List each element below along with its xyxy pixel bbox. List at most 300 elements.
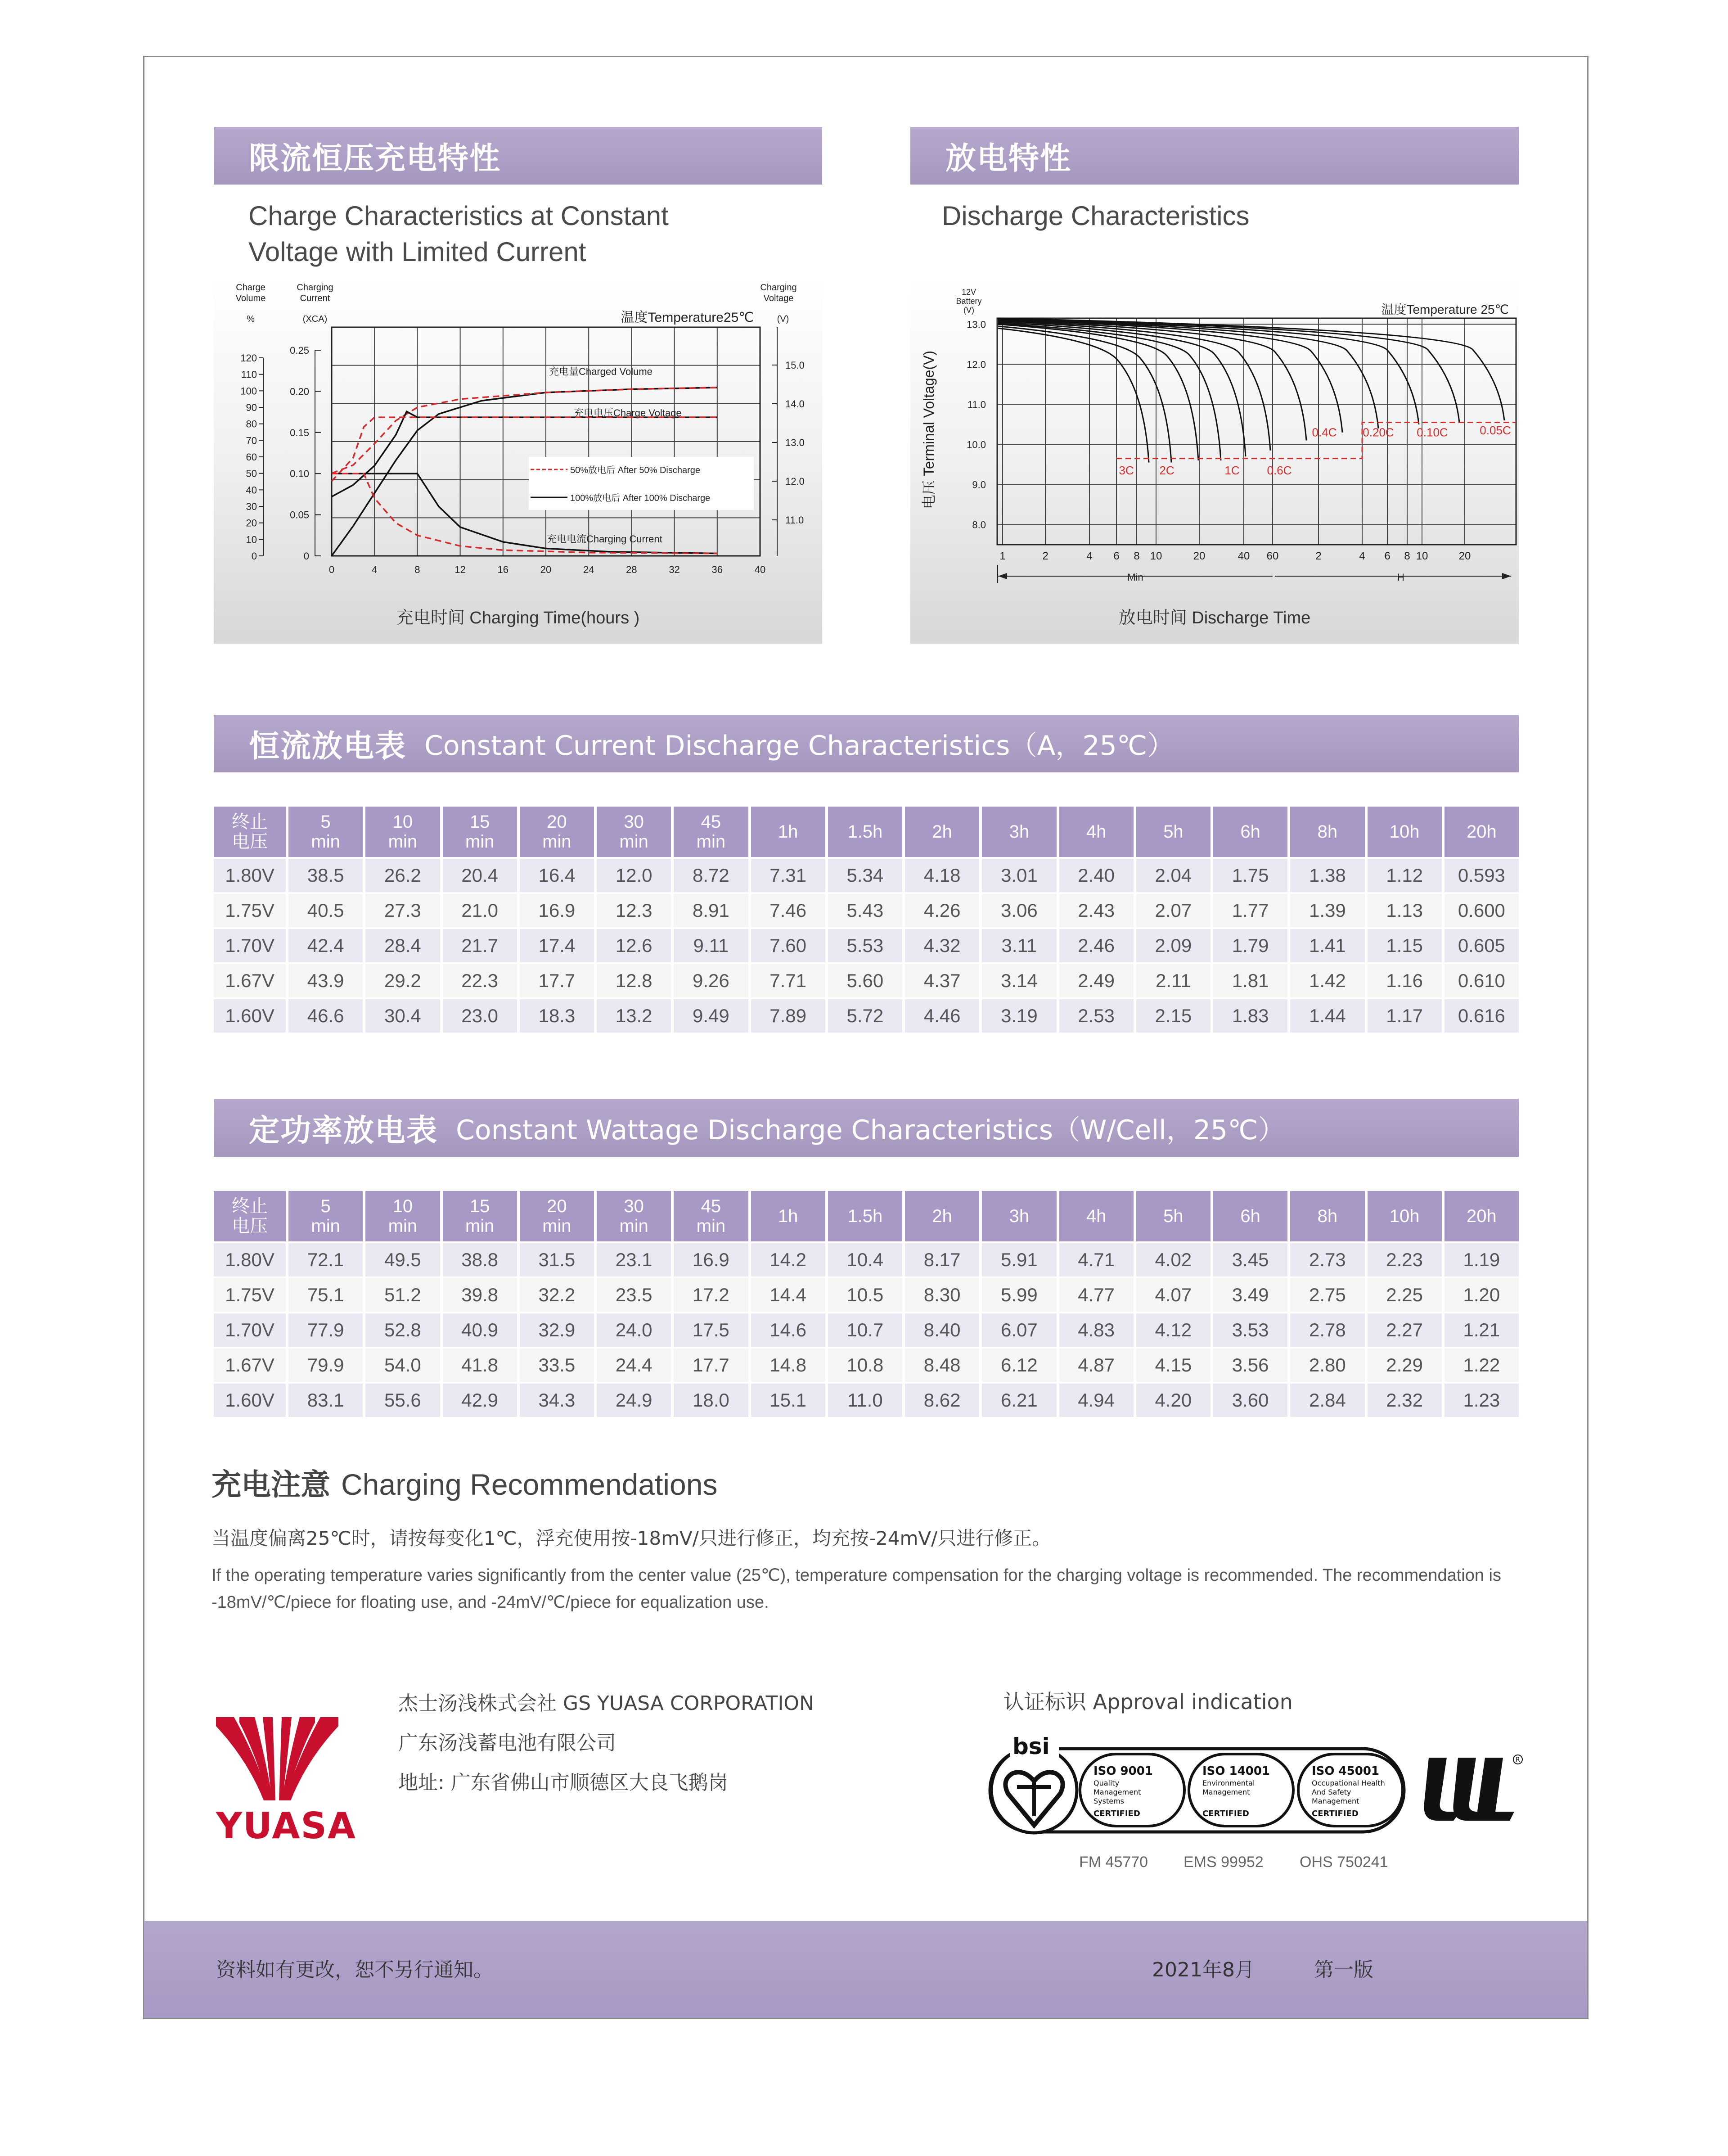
cert-line-2: Management — [1202, 1788, 1250, 1796]
rate-label: 0.10C — [1417, 425, 1448, 439]
x-tick-label: 32 — [669, 564, 680, 575]
cc_table-cell: 1.42 — [1290, 964, 1364, 997]
cc_table-cell: 12.8 — [597, 964, 671, 997]
cw_table-cell: 33.5 — [520, 1349, 594, 1382]
company-line-2: 广东汤浅蓄电池有限公司 — [398, 1732, 616, 1755]
discharge-chart — [910, 277, 1519, 644]
charge-subtitle-line1: Charge Characteristics at Constant — [248, 201, 669, 231]
temperature-label: 温度Temperature25℃ — [621, 310, 754, 325]
cc_table-cell: 8.72 — [674, 859, 748, 892]
rate-label: 0.20C — [1363, 425, 1394, 439]
legend-solid-label: 100%放电后 After 100% Discharge — [570, 493, 711, 503]
cw_table-cell: 23.5 — [597, 1278, 671, 1312]
current-tick-label: 0.10 — [290, 468, 309, 480]
cc_table-cell: 22.3 — [443, 964, 517, 997]
cc_table-cell: 1.13 — [1368, 894, 1442, 927]
x-tick-label: 20 — [1193, 550, 1206, 562]
current-tick-label: 0 — [303, 550, 309, 562]
x-tick-label: 0 — [328, 564, 335, 575]
cc_table-cell: 3.19 — [982, 999, 1056, 1033]
cc_table-cell: 21.0 — [443, 894, 517, 927]
cw_table-cell: 79.9 — [288, 1349, 363, 1382]
cc_table-cell: 23.0 — [443, 999, 517, 1033]
cw_table-col-header: 20h — [1444, 1191, 1519, 1241]
cc_table-row-voltage: 1.60V — [214, 999, 286, 1033]
cc_table-cell: 3.06 — [982, 894, 1056, 927]
cc_table-cell: 42.4 — [288, 929, 363, 962]
recommendations-title — [212, 1461, 717, 1503]
table-row — [214, 894, 1519, 927]
x-tick-label: 16 — [497, 564, 509, 575]
cc_table-cell: 17.4 — [520, 929, 594, 962]
x-tick-label: 4 — [1086, 550, 1093, 562]
x-tick-label: 4 — [1359, 550, 1365, 562]
volume-tick-label: 120 — [240, 352, 257, 364]
cert-name: ISO 45001 — [1312, 1764, 1380, 1778]
x-tick-label: 2 — [1315, 550, 1322, 562]
cert-name: ISO 9001 — [1094, 1764, 1153, 1778]
cc_table-cell: 1.16 — [1368, 964, 1442, 997]
cc_table-cell: 0.610 — [1444, 964, 1519, 997]
cw_table-row-voltage: 1.60V — [214, 1384, 286, 1417]
cw_table-cell: 4.87 — [1059, 1349, 1134, 1382]
cw_table-row-voltage: 1.80V — [214, 1243, 286, 1276]
charge-chart — [214, 277, 822, 644]
cw_table-col-header: 10 min — [365, 1191, 440, 1241]
volume-tick-label: 90 — [246, 402, 257, 413]
discharge-curve — [998, 321, 1270, 451]
cw_table-cell: 4.83 — [1059, 1313, 1134, 1347]
cc_table-cell: 29.2 — [365, 964, 440, 997]
cc_table-col-header: 10h — [1368, 807, 1442, 857]
table-row — [214, 929, 1519, 962]
cw_table-cell: 14.8 — [751, 1349, 825, 1382]
cc_table-col-header: 2h — [905, 807, 979, 857]
discharge-section-title: 放电特性 — [945, 140, 1072, 176]
voltage-axis-unit: (V) — [777, 314, 789, 324]
cw_table-cell: 10.7 — [828, 1313, 902, 1347]
y-top-label-3: (V) — [963, 306, 974, 315]
table-row — [214, 1349, 1519, 1382]
cc_table-col-header: 45 min — [674, 807, 748, 857]
x-tick-label: 28 — [626, 564, 637, 575]
cc_table-cell: 3.01 — [982, 859, 1056, 892]
cc_table-cell: 28.4 — [365, 929, 440, 962]
voltage-tick-label: 11.0 — [785, 514, 804, 526]
cw_table-cell: 2.80 — [1290, 1349, 1364, 1382]
rate-label: 0.4C — [1312, 425, 1337, 439]
cc_table-cell: 2.11 — [1136, 964, 1210, 997]
cw_table-cell: 75.1 — [288, 1278, 363, 1312]
cw_table-cell: 10.4 — [828, 1243, 902, 1276]
voltage-tick-label: 14.0 — [785, 398, 805, 410]
rate-label: 3C — [1119, 464, 1134, 478]
volume-tick-label: 30 — [246, 501, 257, 512]
cw-section-title-en: Constant Wattage Discharge Characteristics（W/Cell，25℃） — [456, 1114, 1285, 1146]
current-axis-title-1: Charging — [297, 283, 333, 293]
cc_table-cell: 30.4 — [365, 999, 440, 1033]
table-row — [214, 964, 1519, 997]
x-tick-label: 8 — [414, 564, 420, 575]
cc_table-cell: 5.43 — [828, 894, 902, 927]
cw_table-col-header: 8h — [1290, 1191, 1364, 1241]
cw_table-cell: 14.2 — [751, 1243, 825, 1276]
discharge-section-band — [910, 127, 1519, 185]
footer-band — [144, 1921, 1587, 2018]
current-axis-unit: (XCA) — [302, 314, 328, 324]
discharge-curve — [998, 324, 1221, 460]
discharge-curve — [998, 326, 1171, 463]
cc_table-col-header: 6h — [1213, 807, 1287, 857]
cc_table-cell: 20.4 — [443, 859, 517, 892]
cert-line-2: And Safety — [1312, 1788, 1351, 1796]
cw_table-col-header: 1.5h — [828, 1191, 902, 1241]
cc_table-cell: 7.31 — [751, 859, 825, 892]
cw_table-cell: 2.73 — [1290, 1243, 1364, 1276]
y-tick-label: 8.0 — [972, 519, 986, 531]
volume-axis-unit: % — [247, 314, 255, 324]
cw_table-cell: 83.1 — [288, 1384, 363, 1417]
min-unit-label: Min — [1127, 572, 1143, 583]
cw_table-col-header: 15 min — [443, 1191, 517, 1241]
cc_table-cell: 3.11 — [982, 929, 1056, 962]
cc_table-cell: 21.7 — [443, 929, 517, 962]
cc_table-cell: 18.3 — [520, 999, 594, 1033]
cc_table-cell: 12.0 — [597, 859, 671, 892]
volume-tick-label: 0 — [251, 550, 257, 562]
cert-tag: CERTIFIED — [1312, 1809, 1359, 1818]
cw_table-cell: 4.07 — [1136, 1278, 1210, 1312]
cw_table-cell: 8.17 — [905, 1243, 979, 1276]
table-row — [214, 859, 1519, 892]
cw_table-cell: 8.30 — [905, 1278, 979, 1312]
cw-section-title-zh: 定功率放电表 — [249, 1113, 438, 1149]
cert-tag: CERTIFIED — [1202, 1809, 1249, 1818]
cc_table-cell: 7.71 — [751, 964, 825, 997]
cw_table-cell: 1.21 — [1444, 1313, 1519, 1347]
cw_table-cell: 3.56 — [1213, 1349, 1287, 1382]
cw_table-corner-header: 终止 电压 — [214, 1191, 286, 1241]
cc_table-col-header: 5 min — [288, 807, 363, 857]
cw_table-row-voltage: 1.75V — [214, 1278, 286, 1312]
cert-line-1: Occupational Health — [1312, 1779, 1385, 1787]
volume-tick-label: 110 — [241, 369, 257, 380]
cc_table-cell: 4.46 — [905, 999, 979, 1033]
cc_table-cell: 2.15 — [1136, 999, 1210, 1033]
volume-tick-label: 10 — [246, 534, 257, 546]
cc_table-cell: 2.49 — [1059, 964, 1134, 997]
voltage-tick-label: 15.0 — [785, 360, 805, 371]
cc_table-cell: 1.39 — [1290, 894, 1364, 927]
cc_table-cell: 5.60 — [828, 964, 902, 997]
voltage-tick-label: 13.0 — [785, 437, 805, 448]
volume-tick-label: 60 — [246, 451, 257, 463]
cc_table-corner-header: 终止 电压 — [214, 807, 286, 857]
recommendations-text-en: If the operating temperature varies significantly from the center value (25℃), temperature compensation for the charging voltage is recommended. The recommendation is -18mV/℃/piece for floating use, and -24mV/℃/piece for equalization use. — [212, 1566, 1501, 1612]
cc_table-row-voltage: 1.75V — [214, 894, 286, 927]
cw_table-cell: 52.8 — [365, 1313, 440, 1347]
x-axis-title: 充电时间 Charging Time(hours ) — [396, 609, 640, 627]
cert-code-2: EMS 99952 — [1184, 1854, 1264, 1871]
cw_table-cell: 6.21 — [982, 1384, 1056, 1417]
cw_table-col-header: 5h — [1136, 1191, 1210, 1241]
current-tick-label: 0.25 — [290, 345, 309, 356]
arrow-left-icon — [998, 573, 1007, 579]
table-row — [214, 1384, 1519, 1417]
cc_table-cell: 2.40 — [1059, 859, 1134, 892]
table-row — [214, 1243, 1519, 1276]
cw_table-col-header: 5 min — [288, 1191, 363, 1241]
cw_table-cell: 11.0 — [828, 1384, 902, 1417]
cc_table-cell: 2.09 — [1136, 929, 1210, 962]
cc_table-cell: 2.07 — [1136, 894, 1210, 927]
x-tick-label: 6 — [1113, 550, 1120, 562]
cc_table-cell: 26.2 — [365, 859, 440, 892]
bsi-certification-badge — [986, 1731, 1408, 1839]
cc_table-cell: 5.72 — [828, 999, 902, 1033]
cc_table-col-header: 3h — [982, 807, 1056, 857]
legend-dashed-label: 50%放电后 After 50% Discharge — [570, 465, 701, 475]
charge-section-band — [214, 127, 822, 185]
cw_table-cell: 4.71 — [1059, 1243, 1134, 1276]
cc_table-cell: 40.5 — [288, 894, 363, 927]
cert-line-1: Environmental — [1202, 1779, 1255, 1787]
cc_table-cell: 7.46 — [751, 894, 825, 927]
cert-line-3: Systems — [1094, 1797, 1124, 1805]
cc_table-row-voltage: 1.70V — [214, 929, 286, 962]
volume-tick-label: 70 — [246, 435, 257, 447]
cw_table-cell: 34.3 — [520, 1384, 594, 1417]
cw_table-cell: 16.9 — [674, 1243, 748, 1276]
cert-line-2: Management — [1094, 1788, 1141, 1796]
x-tick-label: 40 — [754, 564, 766, 575]
discharge-subtitle: Discharge Characteristics — [942, 201, 1250, 231]
cw_table-cell: 1.22 — [1444, 1349, 1519, 1382]
cw_table-cell: 17.5 — [674, 1313, 748, 1347]
cw_table-cell: 51.2 — [365, 1278, 440, 1312]
cw_table-cell: 2.25 — [1368, 1278, 1442, 1312]
cw_table-cell: 72.1 — [288, 1243, 363, 1276]
ul-recognized-icon — [1420, 1753, 1523, 1825]
cc_table-cell: 5.53 — [828, 929, 902, 962]
cc_table-cell: 2.04 — [1136, 859, 1210, 892]
x-tick-label: 12 — [454, 564, 466, 575]
cw_table-cell: 4.02 — [1136, 1243, 1210, 1276]
cc_table-cell: 0.616 — [1444, 999, 1519, 1033]
x-tick-label: 20 — [1458, 550, 1471, 562]
cc_table-cell: 5.34 — [828, 859, 902, 892]
cc_table-cell: 17.7 — [520, 964, 594, 997]
table-row — [214, 1278, 1519, 1312]
cc_table-col-header: 20h — [1444, 807, 1519, 857]
cw_table-cell: 1.23 — [1444, 1384, 1519, 1417]
discharge-curve — [998, 318, 1504, 420]
cw-section-band — [214, 1099, 1519, 1157]
x-tick-label: 10 — [1150, 550, 1162, 562]
cw_table-header-row — [214, 1191, 1519, 1241]
charge-subtitle — [248, 198, 669, 270]
cc_table-cell: 4.32 — [905, 929, 979, 962]
current-tick-label: 0.15 — [290, 427, 309, 438]
cw_table-cell: 4.77 — [1059, 1278, 1134, 1312]
cert-code-3: OHS 750241 — [1300, 1854, 1388, 1871]
temperature-label: 温度Temperature 25℃ — [1381, 302, 1509, 316]
arrow-right-icon — [1502, 573, 1511, 579]
cw_table-cell: 3.53 — [1213, 1313, 1287, 1347]
recommendations-title-zh: 充电注意 — [212, 1467, 330, 1502]
discharge-chart-svg — [910, 277, 1519, 644]
cc_table-row-voltage: 1.67V — [214, 964, 286, 997]
cw_table-cell: 2.84 — [1290, 1384, 1364, 1417]
label-charged-volume: 充电量Charged Volume — [549, 366, 652, 377]
charge-section-title: 限流恒压充电特性 — [249, 140, 501, 176]
y-tick-label: 11.0 — [967, 399, 986, 410]
cert-line-1: Quality — [1094, 1779, 1120, 1787]
cc_table-row-voltage: 1.80V — [214, 859, 286, 892]
discharge-curve — [998, 319, 1419, 424]
cc_table-cell: 4.37 — [905, 964, 979, 997]
cw_table-col-header: 2h — [905, 1191, 979, 1241]
cw_table-cell: 4.12 — [1136, 1313, 1210, 1347]
cc_table-cell: 0.600 — [1444, 894, 1519, 927]
volume-tick-label: 100 — [240, 385, 257, 397]
cc_table-col-header: 1h — [751, 807, 825, 857]
cc_table-cell: 12.6 — [597, 929, 671, 962]
cert-tag: CERTIFIED — [1094, 1809, 1140, 1818]
recommendations-title-en: Charging Recommendations — [341, 1468, 718, 1501]
cw_table-cell: 10.5 — [828, 1278, 902, 1312]
cw_table-cell: 41.8 — [443, 1349, 517, 1382]
cw_table-cell: 5.91 — [982, 1243, 1056, 1276]
cc_table-cell: 1.83 — [1213, 999, 1287, 1033]
footer-date: 2021年8月 — [1152, 1958, 1255, 1981]
cw_table-cell: 10.8 — [828, 1349, 902, 1382]
cw_table-cell: 17.2 — [674, 1278, 748, 1312]
cc_table-cell: 27.3 — [365, 894, 440, 927]
current-tick-label: 0.05 — [290, 509, 309, 521]
cw_table-cell: 17.7 — [674, 1349, 748, 1382]
cw_table-cell: 40.9 — [443, 1313, 517, 1347]
y-tick-label: 12.0 — [967, 359, 986, 370]
cc_table-cell: 2.43 — [1059, 894, 1134, 927]
cw-discharge-table — [211, 1189, 1521, 1419]
cw_table-cell: 2.75 — [1290, 1278, 1364, 1312]
cw_table-cell: 39.8 — [443, 1278, 517, 1312]
cw_table-cell: 24.0 — [597, 1313, 671, 1347]
x-tick-label: 6 — [1384, 550, 1390, 562]
cw_table-row-voltage: 1.70V — [214, 1313, 286, 1347]
y-top-label-1: 12V — [961, 288, 976, 297]
cw_table-cell: 2.23 — [1368, 1243, 1442, 1276]
cc_table-cell: 7.89 — [751, 999, 825, 1033]
cc-section-title-en: Constant Current Discharge Characteristics（A，25℃） — [424, 730, 1174, 762]
rate-label: 1C — [1224, 464, 1240, 478]
rate-label: 0.05C — [1480, 424, 1511, 438]
cw_table-cell: 24.9 — [597, 1384, 671, 1417]
cw_table-cell: 2.27 — [1368, 1313, 1442, 1347]
voltage-axis-title-1: Charging — [760, 283, 797, 293]
cw_table-cell: 8.48 — [905, 1349, 979, 1382]
y-tick-label: 10.0 — [967, 439, 986, 451]
cc_table-col-header: 10 min — [365, 807, 440, 857]
yuasa-logo-text: YUASA — [216, 1805, 356, 1847]
cw_table-cell: 42.9 — [443, 1384, 517, 1417]
volume-tick-label: 20 — [246, 517, 257, 529]
cw_table-cell: 54.0 — [365, 1349, 440, 1382]
cc_table-cell: 38.5 — [288, 859, 363, 892]
cw_table-col-header: 20 min — [520, 1191, 594, 1241]
cw_table-col-header: 30 min — [597, 1191, 671, 1241]
cw_table-cell: 18.0 — [674, 1384, 748, 1417]
company-line-3: 地址: 广东省佛山市顺德区大良飞鹅岗 — [398, 1771, 728, 1794]
table-row — [214, 999, 1519, 1033]
cc_table-cell: 1.75 — [1213, 859, 1287, 892]
cw_table-cell: 2.78 — [1290, 1313, 1364, 1347]
cc_table-col-header: 15 min — [443, 807, 517, 857]
cw_table-cell: 4.20 — [1136, 1384, 1210, 1417]
cw_table-cell: 5.99 — [982, 1278, 1056, 1312]
x-tick-label: 2 — [1042, 550, 1048, 562]
cc_table-cell: 0.593 — [1444, 859, 1519, 892]
cw_table-col-header: 45 min — [674, 1191, 748, 1241]
cc-section-title-zh: 恒流放电表 — [249, 728, 407, 764]
cc_table-col-header: 5h — [1136, 807, 1210, 857]
cert-name: ISO 14001 — [1202, 1764, 1270, 1778]
cw_table-col-header: 6h — [1213, 1191, 1287, 1241]
cw_table-cell: 6.12 — [982, 1349, 1056, 1382]
cc_table-cell: 16.9 — [520, 894, 594, 927]
cw_table-cell: 4.15 — [1136, 1349, 1210, 1382]
volume-axis-title-2: Volume — [235, 293, 266, 303]
x-tick-label: 20 — [540, 564, 552, 575]
cc_table-header-row — [214, 807, 1519, 857]
cw_table-cell: 8.62 — [905, 1384, 979, 1417]
cw_table-cell: 32.2 — [520, 1278, 594, 1312]
cw_table-cell: 1.20 — [1444, 1278, 1519, 1312]
cw_table-cell: 3.49 — [1213, 1278, 1287, 1312]
y-tick-label: 13.0 — [967, 319, 986, 330]
cert-code-1: FM 45770 — [1079, 1854, 1148, 1871]
cw_table-cell: 24.4 — [597, 1349, 671, 1382]
x-tick-label: 36 — [711, 564, 723, 575]
yuasa-logo-icon — [216, 1717, 338, 1800]
x-tick-label: 60 — [1266, 550, 1279, 562]
cc_table-cell: 3.14 — [982, 964, 1056, 997]
x-tick-label: 4 — [372, 564, 378, 575]
cw_table-cell: 15.1 — [751, 1384, 825, 1417]
footer-notice: 资料如有更改，恕不另行通知。 — [216, 1958, 493, 1981]
cw_table-cell: 2.29 — [1368, 1349, 1442, 1382]
company-line-1: 杰士汤浅株式会社 GS YUASA CORPORATION — [398, 1692, 814, 1715]
cc_table-cell: 1.12 — [1368, 859, 1442, 892]
cw_table-cell: 77.9 — [288, 1313, 363, 1347]
x-axis-title: 放电时间 Discharge Time — [1118, 609, 1311, 627]
cc_table-cell: 1.44 — [1290, 999, 1364, 1033]
discharge-curve — [998, 320, 1306, 440]
voltage-axis-title-2: Voltage — [763, 293, 794, 303]
cc_table-cell: 1.41 — [1290, 929, 1364, 962]
cw_table-row-voltage: 1.67V — [214, 1349, 286, 1382]
cw_table-cell: 14.4 — [751, 1278, 825, 1312]
cw_table-col-header: 4h — [1059, 1191, 1134, 1241]
rate-label: 0.6C — [1267, 464, 1292, 478]
label-charge-voltage: 充电电压Charge Voltage — [574, 407, 682, 419]
label-charging-current: 充电电流Charging Current — [547, 533, 662, 545]
x-tick-label: 40 — [1238, 550, 1250, 562]
volume-tick-label: 80 — [246, 418, 257, 430]
cc_table-cell: 1.17 — [1368, 999, 1442, 1033]
cc_table-cell: 1.81 — [1213, 964, 1287, 997]
